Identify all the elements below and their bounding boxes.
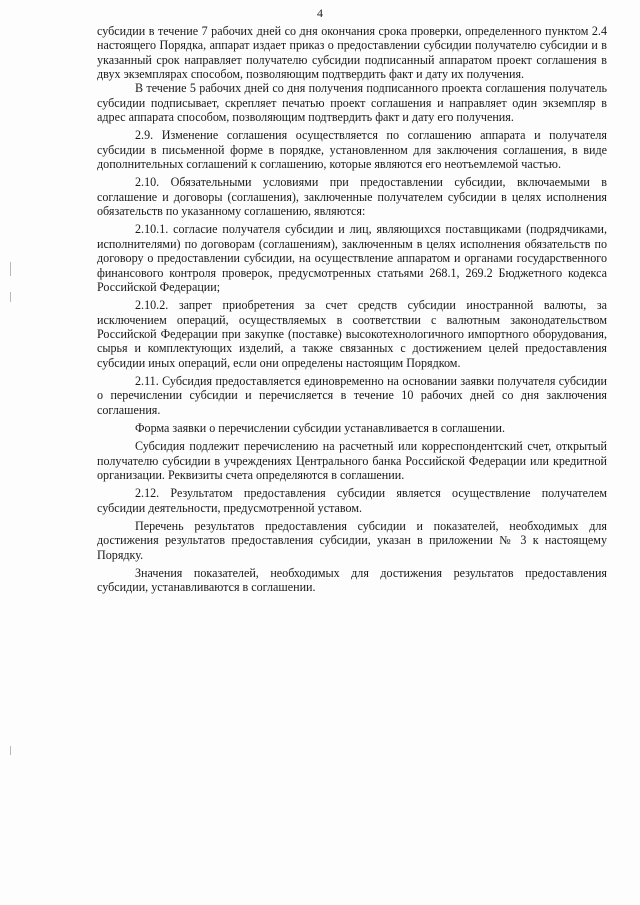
- paragraph: Перечень результатов предоставления субсидии и показателей, необходимых для достижения результатов предоставления субсидии, указан в приложении № 3 к настоящему Порядку.: [97, 519, 607, 562]
- scan-margin-mark: [10, 292, 11, 302]
- document-body: [97, 24, 607, 595]
- paragraph: 2.10.2. запрет приобретения за счет средств субсидии иностранной валюты, за исключением операций, осуществляемых в соответствии с валютным законодательством Российской Федерации при закупке (поставке) высокотехнологичного импортного оборудования, сырья и комплектующих изделий, а также связанных с достижением целей предоставления субсидии иных операций, если они определены настоящим Порядком.: [97, 298, 607, 370]
- paragraph: 2.10.1. согласие получателя субсидии и лиц, являющихся поставщиками (подрядчиками, исполнителями) по договорам (соглашениям), заключенным в целях исполнения обязательств по договору о предоставлении субсидии, на осуществление аппаратом и органами государственного финансового контроля проверок, предусмотренных статьями 268.1, 269.2 Бюджетного кодекса Российской Федерации;: [97, 222, 607, 294]
- paragraph: 2.10. Обязательными условиями при предоставлении субсидии, включаемыми в соглашение и договоры (соглашения), заключенные получателем субсидии в целях исполнения обязательств по указанному соглашению, являются:: [97, 175, 607, 219]
- paragraph: Значения показателей, необходимых для достижения результатов предоставления субсидии, устанавливаются в соглашении.: [97, 566, 607, 595]
- scan-margin-mark: [10, 746, 11, 755]
- paragraph: 2.12. Результатом предоставления субсидии является осуществление получателем субсидии деятельности, предусмотренной уставом.: [97, 486, 607, 515]
- paragraph: 2.9. Изменение соглашения осуществляется по соглашению аппарата и получателя субсидии в письменной форме в порядке, установленном для заключения соглашения, в виде дополнительных соглашений к соглашению, которые являются его неотъемлемой частью.: [97, 128, 607, 172]
- paragraph: субсидии в течение 7 рабочих дней со дня окончания срока проверки, определенного пунктом 2.4 настоящего Порядка, аппарат издает приказ о предоставлении субсидии получателю субсидии и в указанный срок направляет получателю субсидии подписанный аппаратом проект соглашения в двух экземплярах способом, позволяющим подтвердить факт и дату их получения.: [97, 24, 607, 82]
- paragraph: Форма заявки о перечислении субсидии устанавливается в соглашении.: [135, 420, 506, 435]
- paragraph: 2.11. Субсидия предоставляется единовременно на основании заявки получателя субсидии о перечислении субсидии и перечисляется в течение 10 рабочих дней со дня заключения соглашения.: [97, 373, 607, 417]
- page-number: 4: [317, 6, 323, 20]
- paragraph: В течение 5 рабочих дней со дня получения подписанного проекта соглашения получатель субсидии подписывает, скрепляет печатью проект соглашения и направляет один экземпляр в адрес аппарата способом, позволяющим подтвердить факт и дату его получения.: [97, 81, 607, 125]
- paragraph: Субсидия подлежит перечислению на расчетный или корреспондентский счет, открытый получателю субсидии в учреждениях Центрального банка Российской Федерации или кредитной организации. Реквизиты счета определяются в соглашении.: [97, 439, 607, 482]
- scan-margin-mark: [10, 262, 11, 276]
